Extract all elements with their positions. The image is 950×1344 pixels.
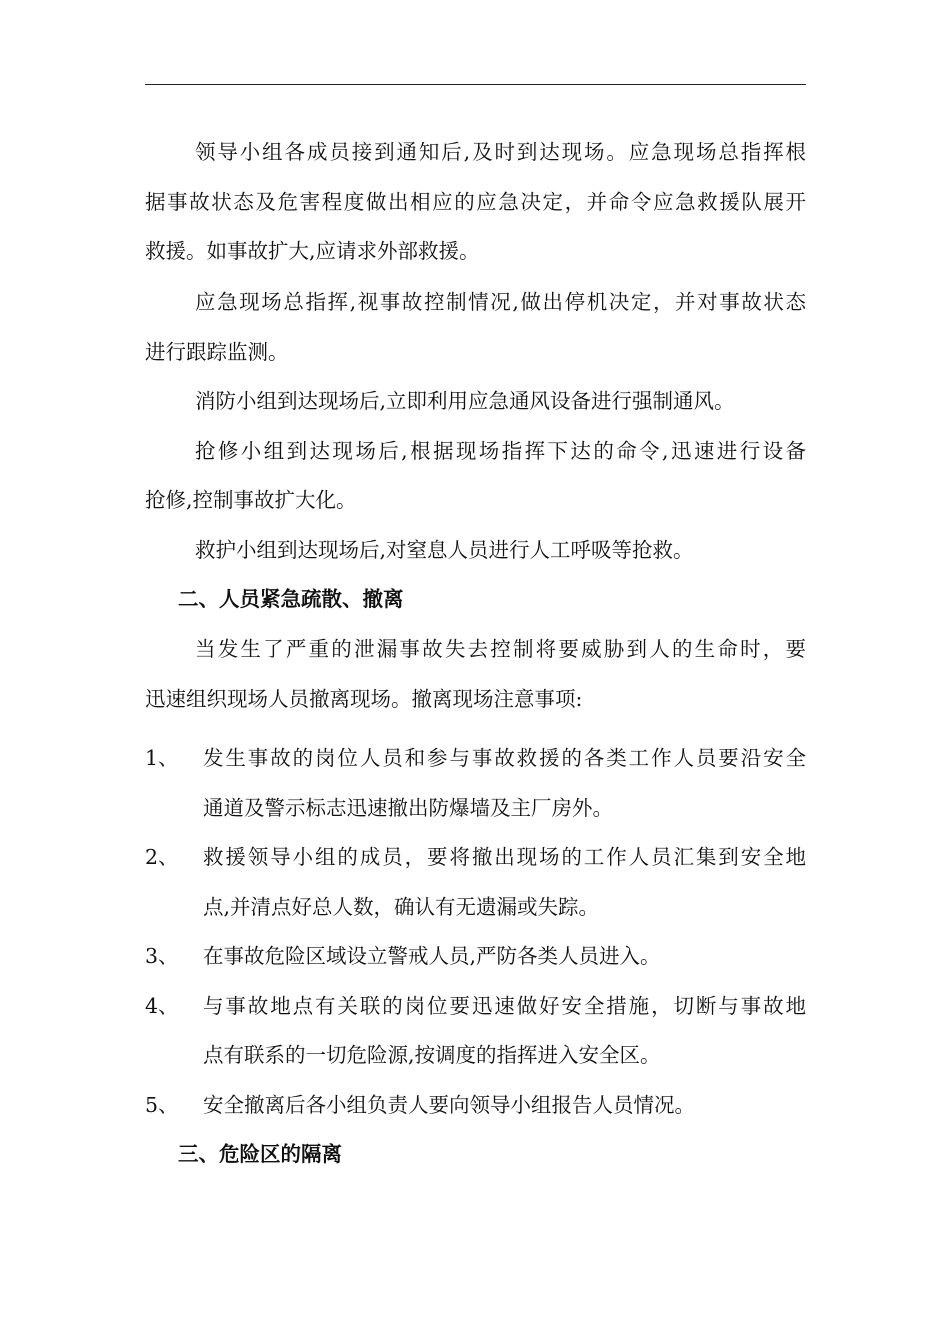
section-heading: 二、人员紧急疏散、撤离 xyxy=(178,587,404,611)
paragraph-line: 进行跟踪监测。 xyxy=(145,340,289,364)
list-item-line: 在事故危险区域设立警戒人员,严防各类人员进入。 xyxy=(203,944,661,968)
list-number: 1、 xyxy=(145,746,179,770)
list-item-line: 点有联系的一切危险源,按调度的指挥进入安全区。 xyxy=(203,1043,661,1067)
paragraph-line: 抢修,控制事故扩大化。 xyxy=(145,488,357,512)
paragraph-line: 抢修小组到达现场后,根据现场指挥下达的命令,迅速进行设备 xyxy=(195,439,806,463)
list-number: 3、 xyxy=(145,944,179,968)
paragraph-line: 迅速组织现场人员撤离现场。撤离现场注意事项: xyxy=(145,687,583,711)
paragraph-line: 应急现场总指挥,视事故控制情况,做出停机决定，并对事故状态 xyxy=(195,290,806,314)
paragraph-line: 消防小组到达现场后,立即利用应急通风设备进行强制通风。 xyxy=(195,389,735,413)
paragraph-line: 领导小组各成员接到通知后,及时到达现场。应急现场总指挥根 xyxy=(195,140,806,164)
list-number: 2、 xyxy=(145,845,179,869)
list-item-line: 点,并清点好总人数，确认有无遗漏或失踪。 xyxy=(203,895,600,919)
paragraph-line: 救援。如事故扩大,应请求外部救援。 xyxy=(145,239,480,263)
section-heading: 三、危险区的隔离 xyxy=(178,1142,342,1166)
list-number: 5、 xyxy=(145,1093,179,1117)
paragraph-line: 救护小组到达现场后,对窒息人员进行人工呼吸等抢救。 xyxy=(195,538,694,562)
header-rule xyxy=(145,84,806,85)
list-item-line: 与事故地点有关联的岗位要迅速做好安全措施，切断与事故地 xyxy=(203,994,806,1018)
list-item-line: 安全撤离后各小组负责人要向领导小组报告人员情况。 xyxy=(203,1093,695,1117)
list-item-line: 救援领导小组的成员，要将撤出现场的工作人员汇集到安全地 xyxy=(203,845,806,869)
list-number: 4、 xyxy=(145,994,179,1018)
paragraph-line: 据事故状态及危害程度做出相应的应急决定，并命令应急救援队展开 xyxy=(145,190,806,214)
list-item-line: 通道及警示标志迅速撤出防爆墙及主厂房外。 xyxy=(203,796,613,820)
paragraph-line: 当发生了严重的泄漏事故失去控制将要威胁到人的生命时，要 xyxy=(195,637,806,661)
list-item-line: 发生事故的岗位人员和参与事故救援的各类工作人员要沿安全 xyxy=(203,746,806,770)
